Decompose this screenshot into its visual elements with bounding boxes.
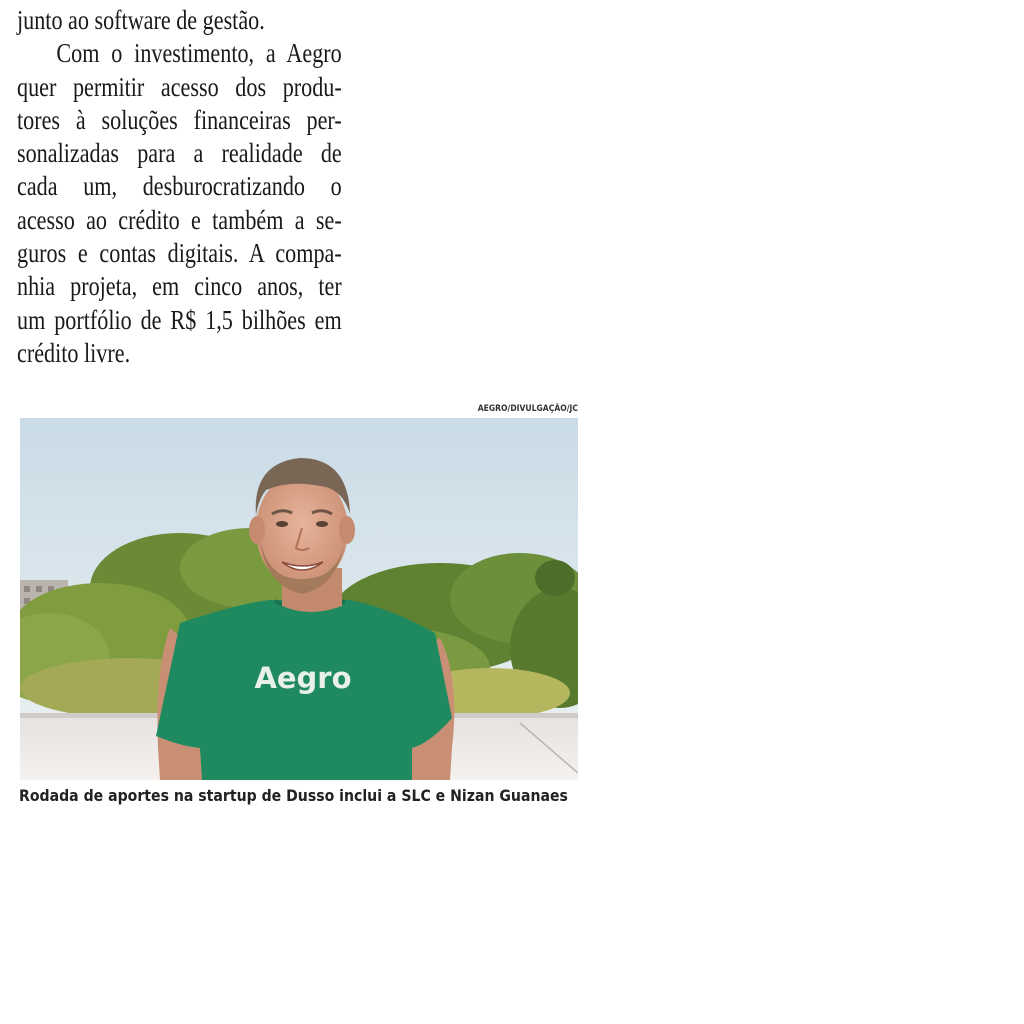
article-line: tores à soluções financeiras per- (17, 104, 342, 135)
photo-credit: AEGRO/DIVULGAÇÃO/JC (477, 404, 578, 414)
news-photo (20, 418, 578, 780)
article-line: crédito livre. (17, 337, 131, 368)
article-body (17, 4, 342, 370)
article-line: acesso ao crédito e também a se- (17, 204, 342, 235)
photo-caption: Rodada de aportes na startup de Dusso inclui a SLC e Nizan Guanaes (19, 786, 568, 805)
article-line: Com o investimento, a Aegro (56, 38, 342, 69)
article-line: nhia projeta, em cinco anos, ter (17, 271, 342, 302)
article-line: um portfólio de R$ 1,5 bilhões em (17, 304, 342, 335)
article-line: quer permitir acesso dos produ- (17, 71, 342, 102)
article-line: sonalizadas para a realidade de (17, 138, 342, 169)
shirt-logo: Aegro (254, 661, 352, 695)
article-line: junto ao software de gestão. (17, 5, 265, 35)
article-line: guros e contas digitais. A compa- (17, 238, 342, 269)
article-line: cada um, desburocratizando o (17, 171, 342, 202)
